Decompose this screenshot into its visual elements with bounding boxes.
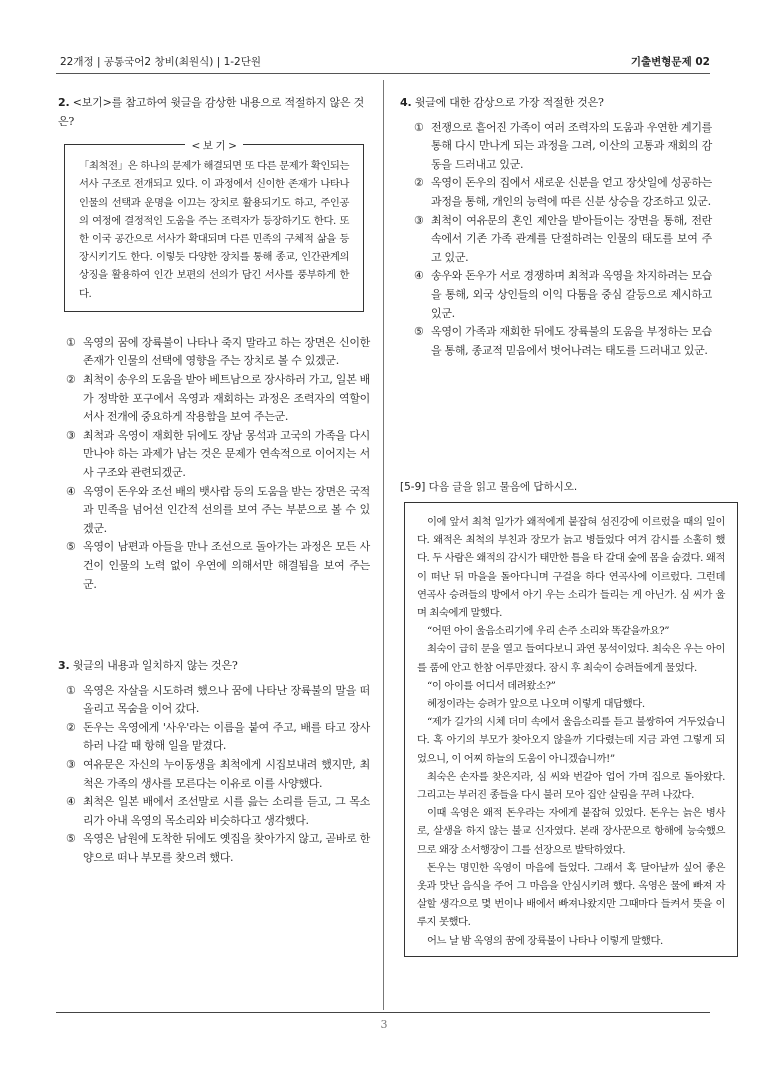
passage-paragraph: 어느 날 밤 옥영의 꿈에 장륙불이 나타나 이렇게 말했다. (427, 934, 663, 947)
choice-number: ③ (66, 757, 76, 771)
column-divider (383, 80, 384, 1010)
choice-text: 옥영은 자살을 시도하려 했으나 꿈에 나타난 장륙불의 말을 떠올리고 목숨을 이어 갔다. (83, 683, 370, 716)
bogi-title: < 보 기 > (185, 140, 242, 152)
choice-number: ④ (414, 269, 424, 283)
choice-item[interactable] (66, 756, 370, 793)
question-2-choices (58, 334, 370, 594)
page-header (56, 54, 710, 68)
choice-text: 옥영이 돈우와 조선 배의 뱃사람 등의 도움을 받는 장면은 국적과 민족을 넘어선 인간적 선의를 보여 주는 부분으로 볼 수 있겠군. (83, 484, 370, 535)
choice-item[interactable] (414, 323, 712, 360)
choice-text: 최척은 일본 배에서 조선말로 시를 읊는 소리를 듣고, 그 목소리가 아내 옥영의 목소리와 비슷하다고 생각했다. (83, 795, 370, 827)
choice-item[interactable] (414, 212, 712, 268)
choice-number: ③ (66, 428, 76, 442)
choice-item[interactable] (66, 371, 370, 427)
choice-text: 옥영의 꿈에 장륙불이 나타나 죽지 말라고 하는 장면은 신이한 존재가 인물의 선택에 영향을 주는 장치로 볼 수 있겠군. (83, 335, 370, 368)
passage-paragraph: 혜정이라는 승려가 앞으로 나오며 이렇게 대답했다. (427, 698, 645, 711)
header-rule (56, 73, 710, 74)
question-3-number: 3. (58, 659, 70, 672)
choice-text: 옥영은 남원에 도착한 뒤에도 옛집을 찾아가지 않고, 곧바로 한양으로 떠나 부모를 찾으려 했다. (83, 832, 370, 864)
question-2-text: <보기>를 참고하여 윗글을 감상한 내용으로 적절하지 않은 것은? (58, 96, 365, 128)
choice-text: 최척이 여유문의 혼인 제안을 받아들이는 장면을 통해, 전란 속에서 기존 가족 관계를 단절하려는 인물의 태도를 보여 주고 있군. (431, 213, 712, 264)
choice-number: ② (66, 720, 76, 734)
choice-text: 옥영이 가족과 재회한 뒤에도 장륙불의 도움을 부정하는 모습을 통해, 종교적 믿음에서 벗어나려는 태도를 드러내고 있군. (431, 325, 712, 357)
choice-item[interactable] (66, 334, 370, 371)
footer-rule (56, 1012, 710, 1013)
question-3-stem (58, 657, 370, 676)
question-4 (400, 94, 712, 360)
section-instruction: [5-9] 다음 글을 읽고 물음에 답하시오. (400, 481, 578, 493)
question-2 (58, 94, 370, 594)
choice-item[interactable] (66, 793, 370, 830)
choice-item[interactable] (414, 119, 712, 175)
question-3-text: 윗글의 내용과 일치하지 않는 것은? (72, 659, 238, 672)
choice-text: 최척과 옥영이 재회한 뒤에도 장남 몽석과 고국의 가족을 다시 만나야 하는 과제가 남는 것은 문제가 연속적으로 이어지는 서사 구조와 관련되겠군. (83, 428, 370, 479)
choice-text: 옥영이 돈우의 집에서 새로운 신분을 얻고 장삿일에 성공하는 과정을 통해, 개인의 능력에 따른 신분 상승을 강조하고 있군. (431, 176, 712, 208)
header-course-info: 22개정 | 공통국어2 창비(최원식) | 1-2단원 (60, 56, 262, 68)
choice-text: 최척이 송우의 도움을 받아 베트남으로 장사하러 가고, 일본 배가 정박한 포구에서 옥영과 재회하는 과정은 조력자의 역할이 서사 전개에 중요하게 작용함을 보여 주는군. (83, 373, 370, 424)
choice-item[interactable] (66, 719, 370, 756)
choice-number: ④ (66, 484, 76, 498)
choice-number: ② (414, 176, 424, 190)
choice-item[interactable] (414, 267, 712, 323)
passage-paragraph: 최숙이 급히 문을 열고 들여다보니 과연 몽석이었다. 최숙은 우는 아이를 품에 안고 한참 어루만졌다. 잠시 후 최숙이 승려들에게 물었다. (417, 643, 725, 674)
question-4-choices (400, 119, 712, 361)
question-2-stem (58, 94, 370, 131)
choice-number: ③ (414, 213, 424, 227)
choice-number: ④ (66, 795, 76, 809)
choice-item[interactable] (66, 483, 370, 539)
reading-passage (404, 502, 738, 957)
choice-number: ① (414, 120, 424, 134)
choice-item[interactable] (414, 174, 712, 211)
choice-item[interactable] (66, 682, 370, 719)
question-4-text: 윗글에 대한 감상으로 가장 적절한 것은? (414, 96, 604, 109)
passage-paragraph: 돈우는 명민한 옥영이 마음에 들었다. 그래서 혹 달아날까 싶어 좋은 옷과 맛난 음식을 주어 그 마음을 안심시키려 했다. 옥영은 물에 빠져 자살할 생각으로 몇 번이나 배에서 빠져나왔지만 그때마다 들켜서 뜻을 이루지 못했다. (417, 861, 725, 929)
choice-item[interactable] (66, 830, 370, 867)
passage-paragraph: “어떤 아이 울음소리기에 우리 손주 소리와 똑같을까요?” (427, 625, 670, 638)
bogi-box (64, 140, 364, 312)
choice-number: ① (66, 683, 76, 697)
question-3 (58, 657, 370, 868)
choice-number: ② (66, 373, 76, 386)
choice-text: 전쟁으로 흩어진 가족이 여러 조력자의 도움과 우연한 계기를 통해 다시 만나게 되는 과정을 그려, 이산의 고통과 재회의 감동을 드러내고 있군. (431, 120, 712, 171)
choice-text: 옥영이 남편과 아들을 만나 조선으로 돌아가는 과정은 모든 사건이 인물의 노력 없이 우연에 의해서만 해결됨을 보여 주는 군. (83, 540, 370, 591)
choice-text: 여유문은 자신의 누이동생을 최척에게 시집보내려 했지만, 최척은 가족의 생사를 모른다는 이유로 이를 사양했다. (83, 757, 370, 790)
choice-text: 돈우는 옥영에게 '사우'라는 이름을 붙여 주고, 배를 타고 장사하러 나갈 때 항해 일을 맡겼다. (83, 720, 370, 753)
passage-paragraph: 이에 앞서 최척 일가가 왜적에게 붙잡혀 섬진강에 이르렀을 때의 일이다. 왜적은 최척의 부친과 장모가 늙고 병들었다 여겨 감시를 소홀히 했다. 두 사람은 왜적의 감시가 태만한 틈을 타 갈대 숲에 몸을 숨겼다. 왜적이 떠난 뒤 마을을 돌아다니며 구걸을 하다 연곡사에 이르렀다. 그런데 연곡사 승려들의 방에서 아기 우는 소리가 들리는 게 아닌가. 심 씨가 울며 최숙에게 말했다. (417, 516, 725, 620)
passage-paragraph: 최숙은 손자를 찾은지라, 심 씨와 번갈아 업어 가며 집으로 돌아왔다. 그리고는 부러진 종들을 다시 불러 모아 집안 살림을 꾸려 나갔다. (417, 770, 725, 802)
choice-number: ⑤ (66, 540, 76, 554)
passage-paragraph: “이 아이를 어디서 데려왔소?” (427, 679, 556, 692)
choice-number: ① (66, 335, 76, 349)
header-exam-title: 기출변형문제 02 (630, 56, 710, 68)
choice-item[interactable] (66, 538, 370, 594)
question-4-number: 4. (400, 96, 412, 109)
passage-paragraph: 이때 옥영은 왜적 돈우라는 자에게 붙잡혀 있었다. 돈우는 늙은 병사로, 살생을 하지 않는 불교 신자였다. 본래 장사꾼으로 항해에 능숙했으므로 왜장 소서행장이 그를 선장으로 발탁하였다. (417, 807, 725, 856)
choice-text: 송우와 돈우가 서로 경쟁하며 최척과 옥영을 차지하려는 모습을 통해, 외국 상인들의 이익 다툼을 중심 갈등으로 제시하고 있군. (431, 269, 712, 320)
bogi-text: 「최척전」은 하나의 문제가 해결되면 또 다른 문제가 확인되는 서사 구조로 전개되고 있다. 이 과정에서 신이한 존재가 나타나 인물의 선택과 운명을 이끄는 장치로 활용되기도 하고, 주인공의 여정에 결정적인 도움을 주는 조력자가 등장하기도 한다. 또한 이국 공간으로 서사가 확대되며 다른 민족의 구체적 삶을 등장시키기도 한다. 이렇듯 다양한 장치를 통해 종교, 인간관계의 상징을 활용하여 인간 보편의 선의가 담긴 서사를 풍부하게 한다. (79, 160, 349, 300)
question-2-number: 2. (58, 96, 70, 109)
question-4-stem (400, 94, 712, 113)
question-3-choices (58, 682, 370, 868)
choice-number: ⑤ (66, 832, 76, 846)
choice-item[interactable] (66, 427, 370, 483)
passage-paragraph: “제가 길가의 시체 더미 속에서 울음소리를 듣고 불쌍하여 거두었습니다. 혹 아기의 부모가 찾아오지 않을까 기다렸는데 지금 과연 그렇게 되었으니, 이 어찌 하늘의 도움이 아니겠습니까!” (417, 716, 725, 765)
page-number: 3 (380, 1018, 388, 1031)
choice-number: ⑤ (414, 325, 424, 339)
